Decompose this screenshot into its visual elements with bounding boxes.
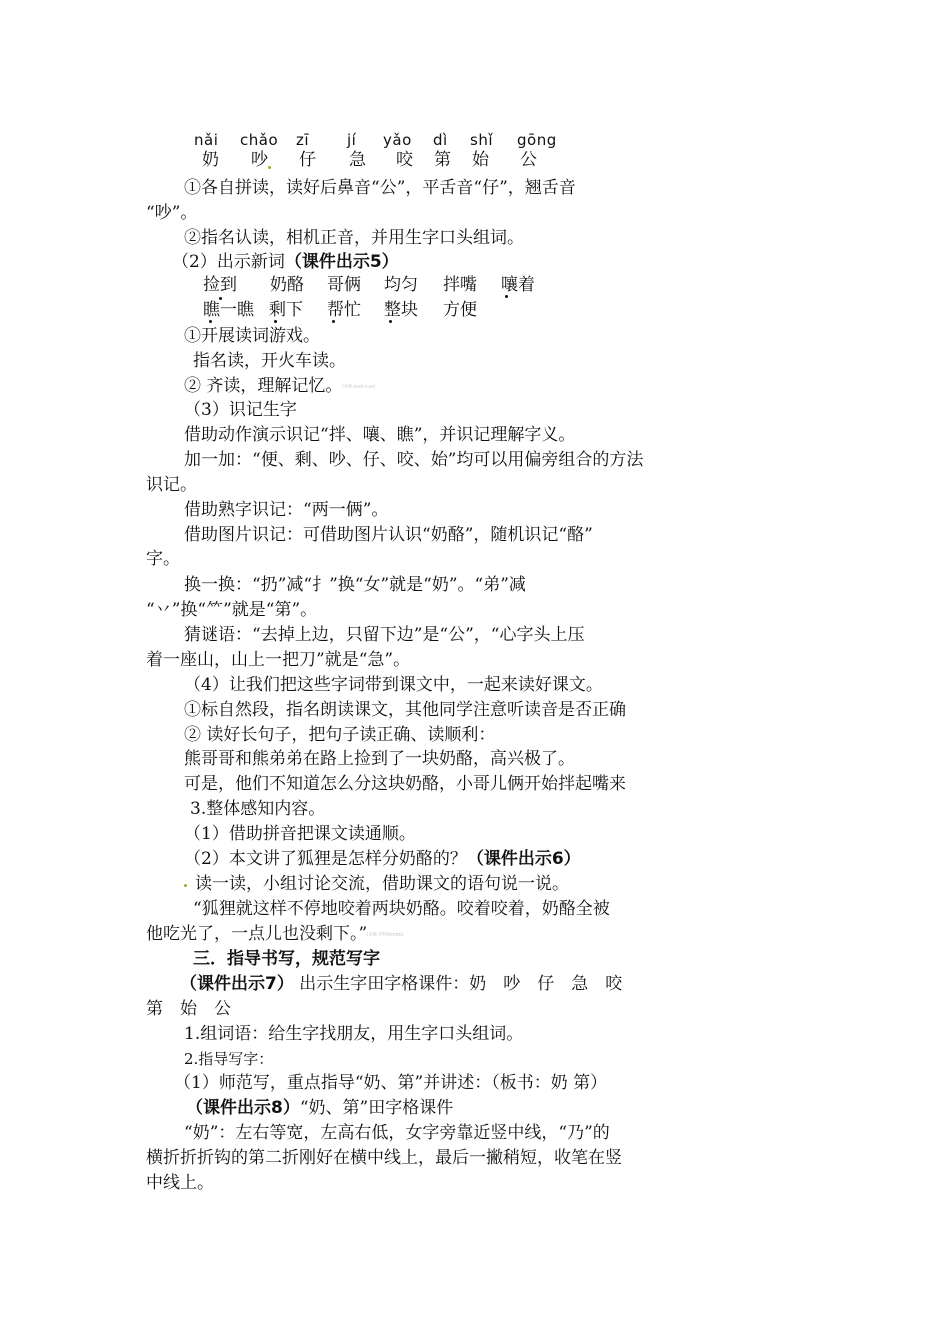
word: 拌嘴 xyxy=(443,275,477,295)
text-line: 第 始 公 xyxy=(146,999,231,1019)
pinyin-shi: shǐ xyxy=(470,131,493,149)
text-line: 识记。 xyxy=(146,475,197,495)
char-chao: 吵 xyxy=(251,150,268,170)
text-line: 3.整体感知内容。 xyxy=(190,799,326,819)
word: 哥俩 xyxy=(327,275,361,295)
text-line: 2.指导写字： xyxy=(184,1050,274,1068)
char-nai: 奶 xyxy=(202,150,219,170)
text-line: 他吃光了，一点儿也没剩下。”[来源:学科网ZXXK] xyxy=(146,924,404,944)
text-line: 换一换：“扔”减“扌”换“女”就是“奶”。“弟”减 xyxy=(184,575,526,595)
text-line: 借助图片识记：可借助图片认识“奶酪”，随机识记“酪” xyxy=(184,525,593,545)
char-shi: 始 xyxy=(472,150,489,170)
text-line: （3）识记生字 xyxy=(184,400,297,420)
text-line: 加一加：“便、剩、吵、仔、咬、始”均可以用偏旁组合的方法 xyxy=(184,450,644,470)
pinyin-di: dì xyxy=(433,131,448,149)
text-line: 读一读，小组讨论交流，借助课文的语句说一说。 xyxy=(195,874,569,894)
text-line: （课件出示8）“奶、第”田字格课件 xyxy=(186,1098,454,1118)
text-line: 横折折折钩的第二折刚好在横中线上，最后一撇稍短，收笔在竖 xyxy=(146,1148,622,1168)
text-line: ①开展读词游戏。 xyxy=(184,326,320,346)
word: 嚷着 xyxy=(501,275,535,295)
source-watermark: [来源:Zxxk.Com] xyxy=(342,383,376,389)
text-line: （2）本文讲了狐狸是怎样分奶酪的？（课件出示6） xyxy=(184,849,581,869)
section-heading: 三．指导书写，规范写字 xyxy=(193,949,380,969)
word: 捡到 xyxy=(203,275,237,295)
pinyin-yao: yǎo xyxy=(383,131,412,149)
source-watermark: [来源:学科网ZXXK] xyxy=(367,931,404,937)
text-line: 着一座山，山上一把刀”就是“急”。 xyxy=(146,650,411,670)
word: 瞧一瞧 xyxy=(203,300,254,320)
text-line: 借助熟字识记：“两一俩”。 xyxy=(184,500,389,520)
text-line: “狐狸就这样不停地咬着两块奶酪。咬着咬着，奶酪全被 xyxy=(193,899,610,919)
text-line: ①各自拼读，读好后鼻音“公”，平舌音“仔”，翘舌音 xyxy=(184,178,576,198)
pinyin-zi: zī xyxy=(296,131,310,149)
text-line: （4）让我们把这些字词带到课文中，一起来读好课文。 xyxy=(184,675,603,695)
text-line: （1）借助拼音把课文读通顺。 xyxy=(184,824,416,844)
word: 整块 xyxy=(384,300,418,320)
text-line: 借助动作演示识记“拌、嚷、瞧”，并识记理解字义。 xyxy=(184,425,576,445)
emphasis-dot xyxy=(505,295,508,298)
text-line: “丷”换“⺮”就是“第”。 xyxy=(146,600,318,620)
pinyin-nai: nǎi xyxy=(194,131,219,149)
emphasis-dot xyxy=(389,320,392,323)
marker-dot xyxy=(268,166,271,169)
text-line: ② 读好长句子，把句子读正确、读顺利： xyxy=(184,725,496,745)
pinyin-chao: chǎo xyxy=(240,131,279,149)
word: 均匀 xyxy=(384,275,418,295)
courseware-label: （课件出示7） xyxy=(180,974,294,994)
pinyin-gong: gōng xyxy=(517,131,557,149)
heading-new-words xyxy=(172,250,399,274)
text-line: 字。 xyxy=(146,549,180,569)
marker-dot xyxy=(184,884,187,887)
text-line: 中线上。 xyxy=(146,1173,214,1193)
word: 帮忙 xyxy=(327,300,361,320)
text-line: 可是，他们不知道怎么分这块奶酪，小哥儿俩开始拌起嘴来 xyxy=(184,774,626,794)
text-line: ②指名认读，相机正音，并用生字口头组词。 xyxy=(184,228,524,248)
text-line: “奶”：左右等宽，左高右低，女字旁靠近竖中线，“乃”的 xyxy=(184,1123,610,1143)
word: 奶酪 xyxy=(270,275,304,295)
char-ji: 急 xyxy=(349,150,366,170)
text-line: ①标自然段，指名朗读课文，其他同学注意听读音是否正确 xyxy=(184,700,626,720)
text-line: 熊哥哥和熊弟弟在路上捡到了一块奶酪，高兴极了。 xyxy=(184,749,575,769)
heading-text: （2）出示新词 xyxy=(172,252,285,272)
emphasis-dot xyxy=(332,320,335,323)
text-line: 1.组词语：给生字找朋友，用生字口头组词。 xyxy=(184,1024,524,1044)
word: 方便 xyxy=(443,300,477,320)
text-line: ② 齐读，理解记忆。[来源:Zxxk.Com] xyxy=(184,376,376,396)
courseware-label: （课件出示5） xyxy=(284,252,399,272)
char-gong: 公 xyxy=(520,150,537,170)
emphasis-dot xyxy=(274,320,277,323)
text-line: 指名读，开火车读。 xyxy=(193,351,346,371)
courseware-label: （课件出示8） xyxy=(186,1098,300,1118)
text-line: （课件出示7） 出示生字田字格课件：奶 吵 仔 急 咬 xyxy=(180,974,623,994)
word: 剩下 xyxy=(269,300,303,320)
text-line: （1）师范写，重点指导“奶、第”并讲述：（板书：奶 第） xyxy=(174,1073,608,1093)
text-line: 猜谜语：“去掉上边，只留下边”是“公”，“心字头上压 xyxy=(184,625,585,645)
courseware-label: （课件出示6） xyxy=(466,849,581,869)
char-zi: 仔 xyxy=(299,150,316,170)
text-line: “吵”。 xyxy=(146,203,198,223)
pinyin-ji: jí xyxy=(347,131,357,149)
char-yao: 咬 xyxy=(396,150,413,170)
emphasis-dot xyxy=(209,320,212,323)
char-di: 第 xyxy=(434,150,451,170)
